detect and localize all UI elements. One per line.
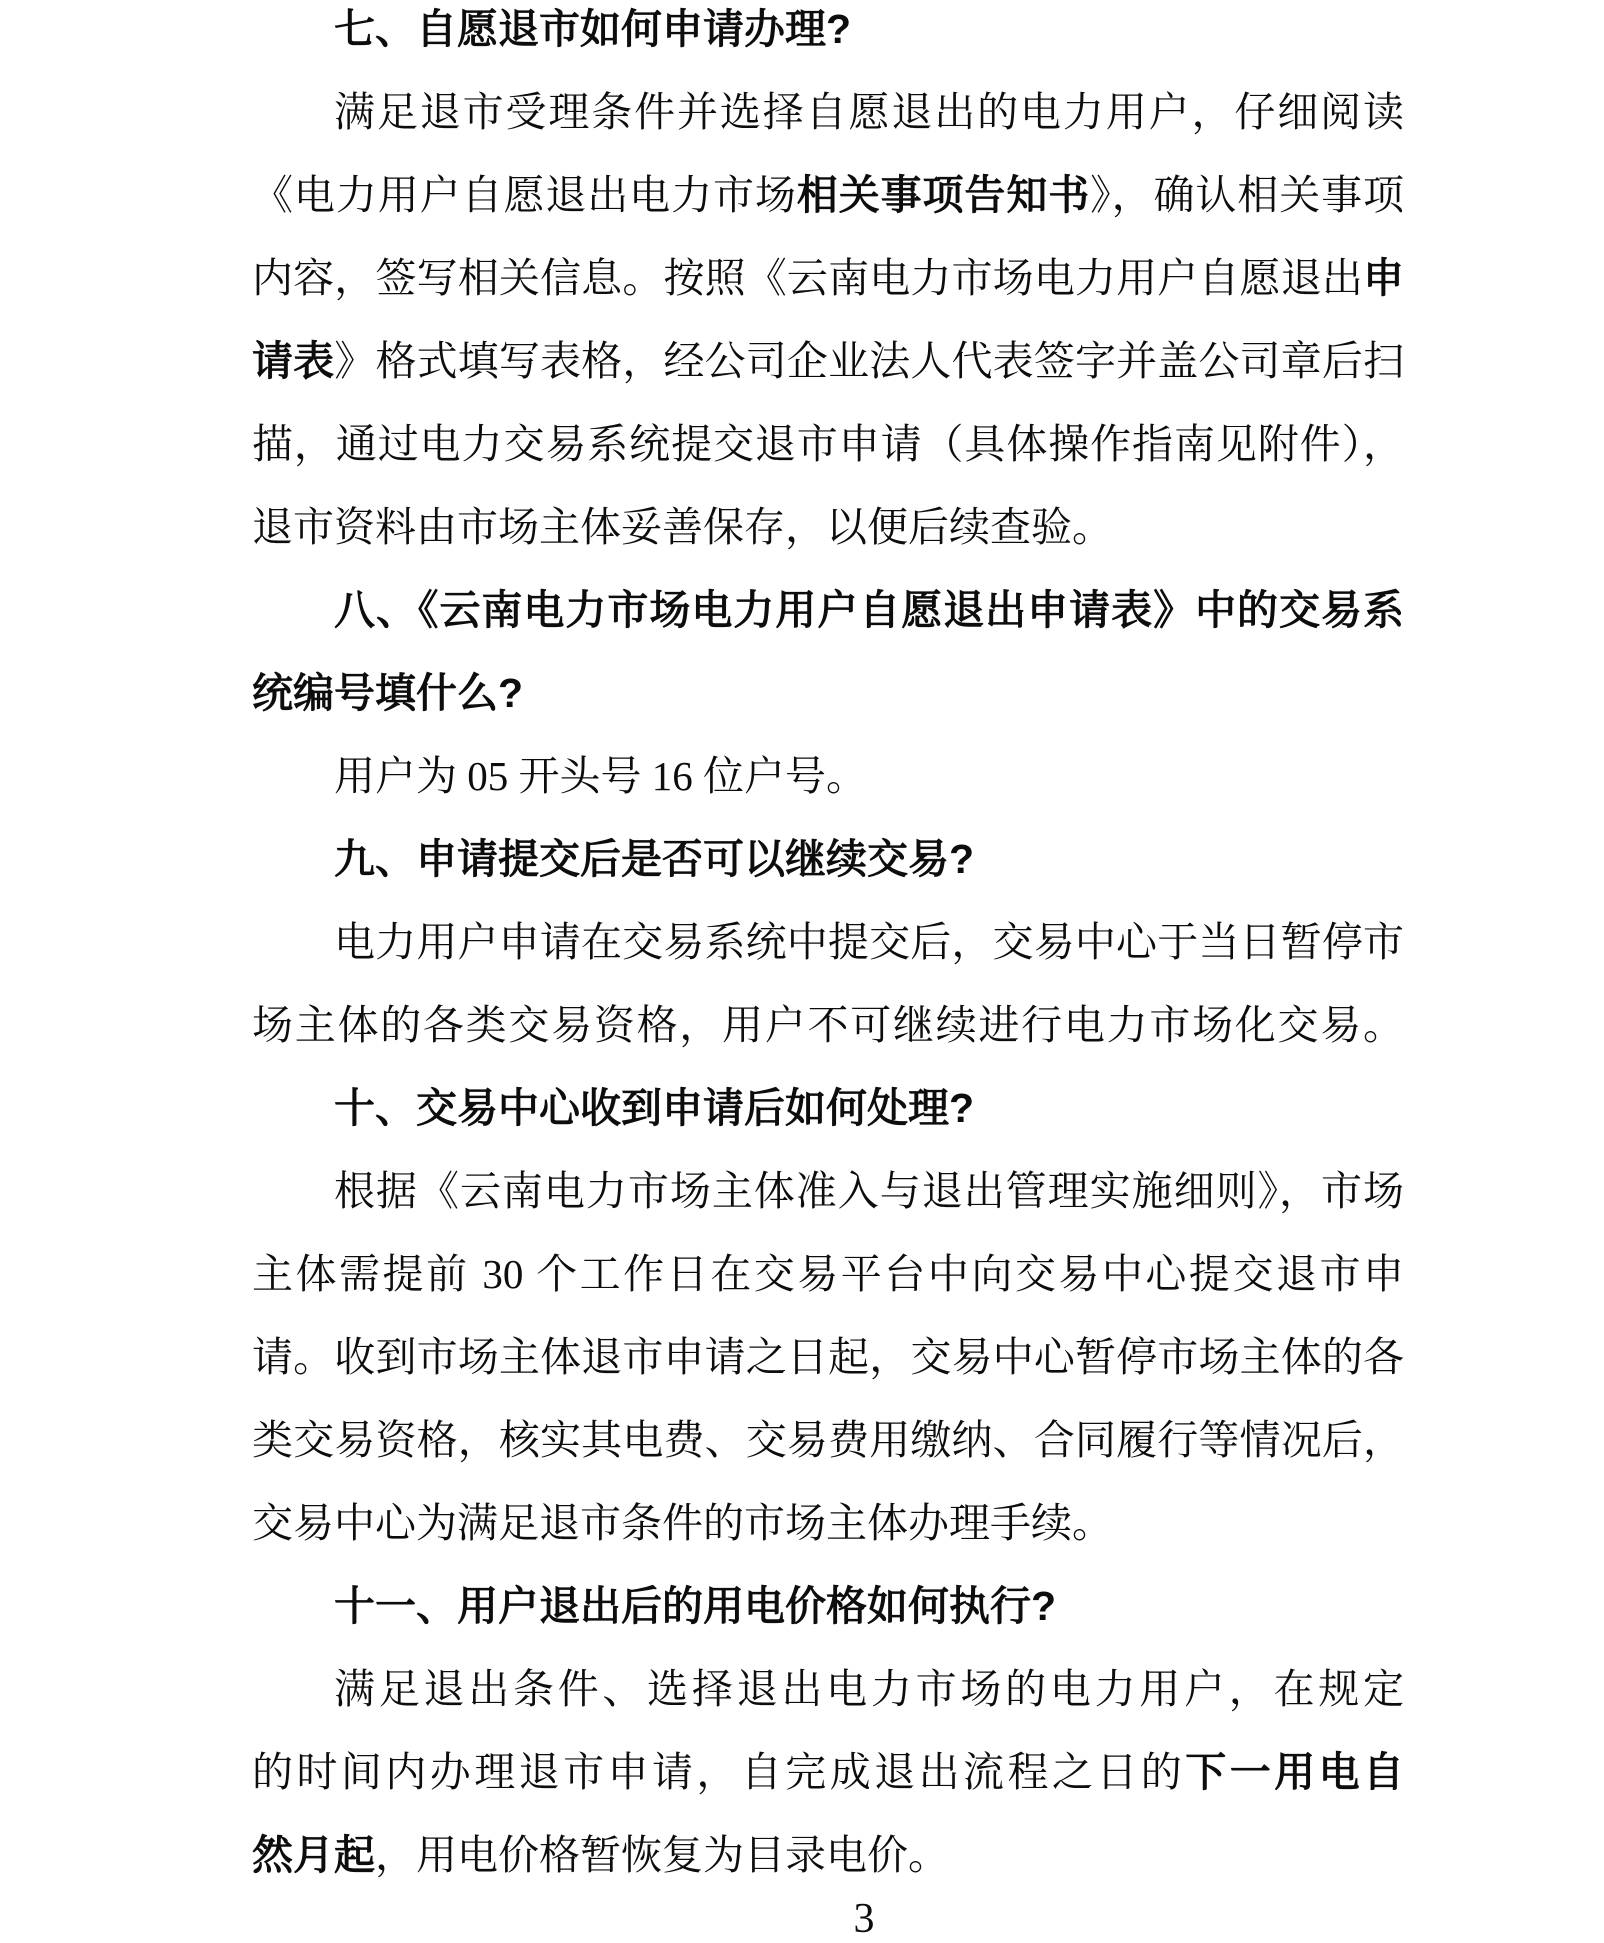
- answer-line: [252, 154, 1404, 237]
- question-line: [252, 818, 1404, 901]
- bold-text-segment: 十一、用户退出后的用电价格如何执行?: [334, 1583, 1057, 1629]
- question-line: [252, 0, 1404, 71]
- bold-text-segment: 十、交易中心收到申请后如何处理?: [334, 1085, 975, 1131]
- text-segment: 内容，签写相关信息。按照《云南电力市场电力用户自愿退出: [252, 255, 1363, 301]
- faq-section: [252, 0, 1404, 569]
- answer-line: [252, 1316, 1404, 1399]
- answer-line: [252, 71, 1404, 154]
- answer-line: [252, 1399, 1404, 1482]
- text-segment: 的时间内办理退市申请，自完成退出流程之日的: [252, 1749, 1186, 1795]
- answer-line: [252, 1648, 1404, 1731]
- question-line: [252, 569, 1404, 652]
- text-segment: 用户为 05 开头号 16 位户号。: [334, 753, 867, 799]
- faq-section: [252, 1565, 1404, 1897]
- bold-text-segment: 九、申请提交后是否可以继续交易?: [334, 836, 975, 882]
- text-segment: 满足退市受理条件并选择自愿退出的电力用户，仔细阅读: [334, 89, 1404, 135]
- text-segment: 类交易资格，核实其电费、交易费用缴纳、合同履行等情况后，: [252, 1417, 1404, 1463]
- answer-line: [252, 984, 1404, 1067]
- page-number: 3: [853, 1896, 875, 1942]
- answer-line: [252, 237, 1404, 320]
- text-segment: 交易中心为满足退市条件的市场主体办理手续。: [252, 1500, 1113, 1546]
- bold-text-segment: 统编号填什么?: [252, 670, 524, 716]
- bold-text-segment: 八、《云南电力市场电力用户自愿退出申请表》中的交易系: [334, 587, 1404, 633]
- answer-line: [252, 486, 1404, 569]
- answer-line: [252, 901, 1404, 984]
- text-segment: 》，确认相关事项: [1090, 172, 1404, 218]
- bold-text-segment: 请表: [252, 338, 335, 384]
- bold-text-segment: 下一用电自: [1185, 1749, 1404, 1795]
- answer-line: [252, 1814, 1404, 1897]
- text-segment: 描，通过电力交易系统提交退市申请（具体操作指南见附件），: [252, 421, 1404, 467]
- text-segment: 》格式填写表格，经公司企业法人代表签字并盖公司章后扫: [334, 338, 1404, 384]
- text-segment: 场主体的各类交易资格，用户不可继续进行电力市场化交易。: [252, 1002, 1404, 1048]
- bold-text-segment: 七、自愿退市如何申请办理?: [334, 6, 852, 52]
- bold-text-segment: 然月起: [252, 1832, 375, 1878]
- text-segment: 电力用户申请在交易系统中提交后，交易中心于当日暂停市: [334, 919, 1404, 965]
- document-content: [252, 0, 1404, 1897]
- text-segment: 主体需提前 30 个工作日在交易平台中向交易中心提交退市申: [252, 1251, 1404, 1297]
- text-segment: 退市资料由市场主体妥善保存，以便后续查验。: [252, 504, 1113, 550]
- answer-line: [252, 1731, 1404, 1814]
- text-segment: 《电力用户自愿退出电力市场: [252, 172, 797, 218]
- text-segment: 满足退出条件、选择退出电力市场的电力用户，在规定: [334, 1666, 1404, 1712]
- text-segment: 请。收到市场主体退市申请之日起，交易中心暂停市场主体的各: [252, 1334, 1404, 1380]
- question-line: [252, 1565, 1404, 1648]
- answer-line: [252, 403, 1404, 486]
- answer-line: [252, 320, 1404, 403]
- faq-section: [252, 1067, 1404, 1565]
- answer-line: [252, 1233, 1404, 1316]
- faq-section: [252, 569, 1404, 818]
- text-segment: ，用电价格暂恢复为目录电价。: [375, 1832, 949, 1878]
- bold-text-segment: 申: [1363, 255, 1404, 301]
- answer-line: [252, 735, 1404, 818]
- question-line: [252, 652, 1404, 735]
- question-line: [252, 1067, 1404, 1150]
- text-segment: 根据《云南电力市场主体准入与退出管理实施细则》，市场: [334, 1168, 1404, 1214]
- answer-line: [252, 1150, 1404, 1233]
- answer-line: [252, 1482, 1404, 1565]
- faq-section: [252, 818, 1404, 1067]
- bold-text-segment: 相关事项告知书: [796, 172, 1091, 218]
